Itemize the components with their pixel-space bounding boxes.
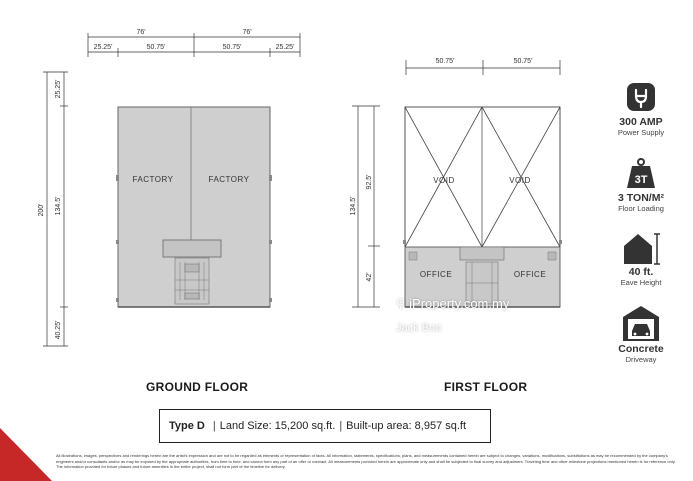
dim-first-depth-office: 42' (366, 272, 373, 282)
first-void-left-label: VOID (433, 176, 455, 185)
dim-ground-b: 50.75' (146, 44, 166, 51)
first-void-right-label: VOID (509, 176, 531, 185)
spec-floor-loading-label: Floor Loading (618, 204, 664, 213)
spec-floor-loading-value: 3 TON/M² (618, 192, 664, 204)
dim-first-depth-void: 92.5' (366, 174, 373, 190)
dim-ground-depth-total: 200' (38, 203, 45, 217)
red-corner-accent (0, 428, 52, 481)
ground-room-right-label: FACTORY (208, 175, 250, 184)
watermark-site: ⚲ iProperty.com.my (396, 296, 510, 311)
spec-driveway-value: Concrete (618, 343, 664, 355)
spec-floor-loading (606, 156, 676, 214)
dim-ground-width-right: 76' (242, 29, 252, 36)
pin-icon: ⚲ (396, 296, 406, 311)
first-office-left-label: OFFICE (419, 270, 453, 279)
dim-first-depth-total: 134.5' (350, 196, 357, 216)
spec-power (606, 80, 676, 138)
dim-ground-a: 25.25' (93, 44, 113, 51)
unit-type: Type D (169, 420, 205, 432)
dim-ground-depth-mid: 134.5' (55, 196, 62, 216)
spec-eave-height (606, 230, 676, 288)
built-up-area: Built-up area: 8,957 sq.ft (346, 420, 467, 432)
watermark-agent: Jack Boo (396, 322, 442, 334)
first-office-right-label: OFFICE (513, 270, 547, 279)
spec-power-value: 300 AMP (619, 116, 663, 128)
spec-eave-height-label: Eave Height (620, 278, 662, 287)
ground-floor-plan (116, 107, 272, 307)
svg-text:3T: 3T (634, 174, 648, 186)
dim-first-width-left: 50.75' (435, 58, 455, 65)
dim-ground-depth-top: 25.25' (55, 79, 62, 99)
ground-floor-title: GROUND FLOOR (146, 380, 249, 394)
first-floor-title: FIRST FLOOR (444, 380, 528, 394)
spec-power-label: Power Supply (617, 128, 665, 137)
dim-ground-d: 25.25' (275, 44, 295, 51)
house-height-icon (621, 230, 661, 266)
disclaimer-text: All illustrations, images, perspectives and renderings herein are the artist's impression and are not to be regarded as elements or representation of facts. All information, statements, specifications, plans, and measurements contained herein are subject to changes, variations, modifications, substitutions as may be recommended by the company's engineers and/or consultants and/or as may be imposed by the appropriate authorities, from time to time, and cannot form any part of an offer or contract. All measurements provided herein are approximate only and shall be subjected to final survey and adjustment. Traveling time and other milestone projections mentioned herein is for reference only. The information provided for future phases and future amenities in the entire project, shall not form part of the timeline for delivery. (56, 453, 676, 470)
first-top-dimensions (406, 60, 560, 75)
power-plug-icon (623, 80, 659, 116)
land-size: Land Size: 15,200 sq.ft. (219, 420, 336, 432)
weight-3t-icon (623, 156, 659, 192)
spec-eave-height-value: 40 ft. (628, 266, 654, 278)
spec-driveway (606, 303, 676, 365)
ground-top-dimensions (88, 33, 300, 57)
land-info-box: Type D | Land Size: 15,200 sq.ft. | Built-up area: 8,957 sq.ft (159, 409, 491, 443)
ground-room-left-label: FACTORY (132, 175, 174, 184)
dim-ground-depth-bottom: 40.25' (55, 320, 62, 340)
garage-car-icon (621, 303, 661, 343)
dim-ground-width-left: 76' (136, 29, 146, 36)
dim-first-width-right: 50.75' (513, 58, 533, 65)
dim-ground-c: 50.75' (222, 44, 242, 51)
spec-driveway-label: Driveway (625, 355, 657, 364)
